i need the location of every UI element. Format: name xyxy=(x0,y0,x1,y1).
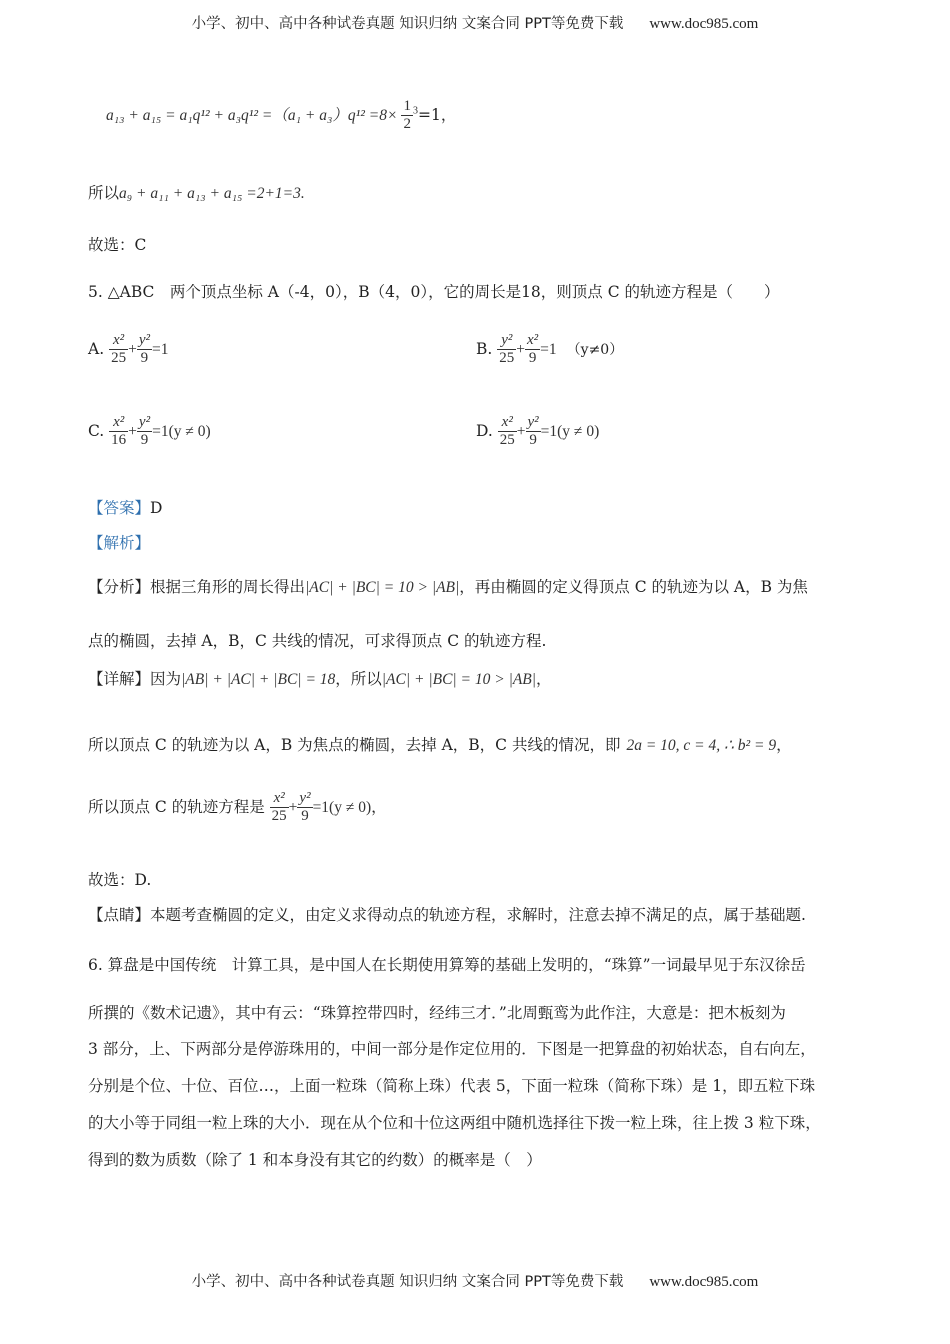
prev-equation: a₁₃ + a₁₅ = a₁q¹² + a₃q¹² =（a₁ + a₃）q¹² =8× $\frac{1}{2}$ $^3$=1， xyxy=(106,98,457,133)
page-footer xyxy=(0,1270,950,1291)
q5-fenxi-line2: 点的椭圆，去掉 A，B，C 共线的情况，可求得顶点 C 的轨迹方程. xyxy=(88,632,547,650)
half-fraction: $\frac{1}{2}$ xyxy=(403,98,411,133)
q5-option-d: D. $\frac{\text{x²}}{25}$ + $\frac{\text{y²}}{9}$ =1(y ≠ 0) xyxy=(476,414,600,449)
footer-text: 小学、初中、高中各种试卷真题 知识归纳 文案合同 PPT等免费下载 xyxy=(191,1274,624,1290)
q5-xiangjie-line1: 【详解】因为|AB| + |AC| + |BC| = 18，所以|AC| + |BC| = 10 > |AB|， xyxy=(88,670,552,688)
q6-line-3: 3 部分，上、下两部分是停游珠用的，中间一部分是作定位用的．下图是一把算盘的初始状态，自右向左， xyxy=(88,1040,816,1058)
q5-fenxi-line1: 【分析】根据三角形的周长得出|AC| + |BC| = 10 > |AB|，再由椭圆的定义得顶点 C 的轨迹为以 A，B 为焦 xyxy=(88,578,808,596)
prev-sum-line: 所以a₉ + a₁₁ + a₁₃ + a₁₅ =2+1=3. xyxy=(88,184,305,202)
prev-choice: 故选：C xyxy=(88,236,147,254)
q5-analysis-tag: 【解析】 xyxy=(88,534,151,552)
q5-xiangjie-line2: 所以顶点 C 的轨迹为以 A，B 为焦点的椭圆，去掉 A，B，C 共线的情况，即 2a = 10, c = 4, ∴ b² = 9， xyxy=(88,736,792,754)
q6-line-1: 6. 算盘是中国传统 计算工具，是中国人在长期使用算筹的基础上发明的，“珠算”一词最早见于东汉徐岳 xyxy=(88,956,806,974)
q6-line-4: 分别是个位、十位、百位…，上面一粒珠（简称上珠）代表 5，下面一粒珠（简称下珠）是 1，即五粒下珠 xyxy=(88,1077,816,1095)
q5-dianjing: 【点睛】本题考查椭圆的定义，由定义求得动点的轨迹方程，求解时，注意去掉不满足的点，属于基础题. xyxy=(88,906,806,924)
q5-choice: 故选：D. xyxy=(88,871,152,889)
q5-option-b: B. $\frac{\text{y²}}{25}$ + $\frac{\text{x²}}{9}$ =1 （y≠0） xyxy=(476,332,624,367)
q5-xiangjie-line3: 所以顶点 C 的轨迹方程是 $\frac{\text{x²}}{25}$ + $\frac{\text{y²}}{9}$ =1(y ≠ 0)， xyxy=(88,790,387,825)
q6-line-6: 得到的数为质数（除了 1 和本身没有其它的约数）的概率是（ ） xyxy=(88,1151,542,1169)
header-url[interactable]: www.doc985.com xyxy=(649,16,759,32)
footer-url[interactable]: www.doc985.com xyxy=(649,1274,759,1290)
q6-line-5: 的大小等于同组一粒上珠的大小．现在从个位和十位这两组中随机选择往下拨一粒上珠，往上拨 3 粒下珠， xyxy=(88,1114,821,1132)
q5-stem: 5. △ABC 两个顶点坐标 A（-4，0），B（4，0），它的周长是18，则顶点 C 的轨迹方程是（ ） xyxy=(88,283,780,301)
page-header xyxy=(0,12,950,33)
header-text: 小学、初中、高中各种试卷真题 知识归纳 文案合同 PPT等免费下载 xyxy=(191,16,624,32)
q5-option-c: C. $\frac{\text{x²}}{16}$ + $\frac{\text{y²}}{9}$ =1(y ≠ 0) xyxy=(88,414,211,449)
q5-option-a: A. $\frac{\text{x²}}{25}$ + $\frac{\text{y²}}{9}$ =1 xyxy=(88,332,169,367)
q6-line-2: 所撰的《数术记遗》，其中有云：“珠算控带四时，经纬三才．”北周甄鸾为此作注，大意是：把木板刻为 xyxy=(88,1004,786,1022)
q5-answer: 【答案】D xyxy=(88,499,163,517)
answer-tag: 【答案】 xyxy=(88,499,151,517)
